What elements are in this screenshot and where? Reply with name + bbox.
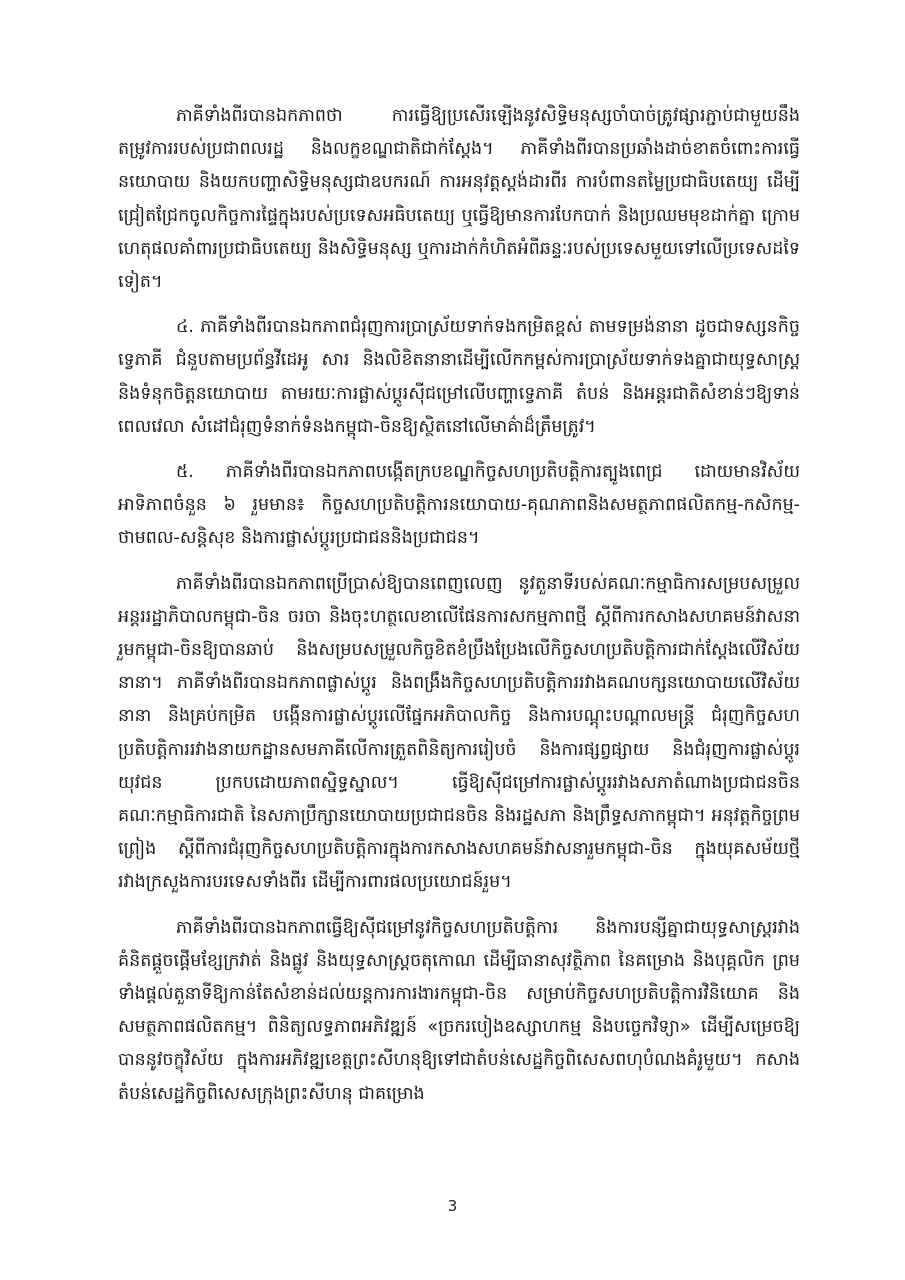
paragraph-coordination-committee: ភាគីទាំងពីរបានឯកភាពប្រើប្រាស់ឱ្យបានពេញលេញ នូវតួនាទីរបស់គណៈកម្មាធិការសម្របសម្រួលអន្តររដ្ឋាភិបាលកម្ពុជា-ចិន ចរចា និងចុះហត្ថលេខាលើផែនការសកម្មភាពថ្មី ស្តីពីការកសាងសហគមន៍វាសនារួមកម្ពុជា-ចិនឱ្យបានឆាប់ និងសម្របសម្រួលកិច្ចខិតខំប្រឹងប្រែងលើកិច្ចសហប្រតិបត្តិការជាក់ស្តែងលើវិស័យនានា។ ភាគីទាំងពីរបានឯកភាពផ្លាស់ប្តូរ និងពង្រឹងកិច្ចសហប្រតិបត្តិការរវាងគណបក្សនយោបាយលើវិស័យនានា និងគ្រប់កម្រិត បង្កើនការផ្លាស់ប្តូរលើផ្នែកអភិបាលកិច្ច និងការបណ្តុះបណ្តាលមន្ត្រី ជំរុញកិច្ចសហប្រតិបត្តិការរវាងនាយកដ្ឋានសមភាគីលើការត្រួតពិនិត្យការរៀបចំ និងការផ្សព្វផ្សាយ និងជំរុញការផ្លាស់ប្តូរយុវជន ប្រកបដោយភាពស្និទ្ធស្នាល។ ធ្វើឱ្យស៊ីជម្រៅការផ្លាស់ប្តូររវាងសភាតំណាងប្រជាជនចិន គណៈកម្មាធិការជាតិ នៃសភាប្រឹក្សានយោបាយប្រជាជនចិន និងរដ្ឋសភា និងព្រឹទ្ធសភាកម្ពុជា។ អនុវត្តកិច្ចព្រមព្រៀង ស្តីពីការជំរុញកិច្ចសហប្រតិបត្តិការក្នុងការកសាងសហគមន៍វាសនារួមកម្ពុជា-ចិន ក្នុងយុគសម័យថ្មី រវាងក្រសួងការបរទេសទាំងពីរ ដើម្បីការពារផលប្រយោជន៍រួម។ [118,573,800,893]
page-number: 3 [447,1197,458,1215]
paragraph-4-high-level-exchanges: ៤. ភាគីទាំងពីរបានឯកភាពជំរុញការប្រាស្រ័យទាក់ទងកម្រិតខ្ពស់ តាមទម្រង់នានា ដូចជាទស្សនកិច្ចទ្វេភាគី ជំនួបតាមប្រព័ន្ធវីដេអូ សារ និងលិខិតនានាដើម្បីលើកកម្ពស់ការប្រាស្រ័យទាក់ទងគ្នាជាយុទ្ធសាស្ត្រ និងទំនុកចិត្តនយោបាយ តាមរយៈការផ្លាស់ប្តូរស៊ីជម្រៅលើបញ្ហាទ្វេភាគី តំបន់ និងអន្តរជាតិសំខាន់ៗឱ្យទាន់ពេលវេលា សំដៅជំរុញទំនាក់ទំនងកម្ពុជា-ចិនឱ្យស្ថិតនៅលើមាគ៌ាដ៏ត្រឹមត្រូវ។ [118,317,800,437]
document-body [118,100,800,1123]
paragraph-belt-and-road: ភាគីទាំងពីរបានឯកភាពធ្វើឱ្យស៊ីជម្រៅនូវកិច្ចសហប្រតិបត្តិការ និងការបន្សីគ្នាជាយុទ្ធសាស្ត្ររវាងគំនិតផ្តួចផ្តើមខ្សែក្រវាត់ និងផ្លូវ និងយុទ្ធសាស្ត្រចតុកោណ ដើម្បីធានាសុវត្ថិភាព នៃគម្រោង និងបុគ្គលិក ព្រមទាំងផ្តល់តួនាទីឱ្យកាន់តែសំខាន់ដល់យន្តការការងារកម្ពុជា-ចិន សម្រាប់កិច្ចសហប្រតិបត្តិការវិនិយោគ និងសមត្ថភាពផលិតកម្ម។ ពិនិត្យលទ្ធភាពអភិវឌ្ឍន៍ «ច្រករបៀងឧស្សាហកម្ម និងបច្ចេកវិទ្យា» ដើម្បីសម្រេចឱ្យបាននូវចក្ខុវិស័យ ក្នុងការអភិវឌ្ឍខេត្តព្រះសីហនុឱ្យទៅជាតំបន់សេដ្ឋកិច្ចពិសេសពហុបំណងគំរូមួយ។ កសាងតំបន់សេដ្ឋកិច្ចពិសេសក្រុងព្រះសីហនុ ជាគម្រោង [118,917,800,1104]
paragraph-human-rights: ភាគីទាំងពីរបានឯកភាពថា ការធ្វើឱ្យប្រសើរឡើងនូវសិទ្ធិមនុស្សចាំបាច់ត្រូវផ្សារភ្ជាប់ជាមួយនឹងតម្រូវការរបស់ប្រជាពលរដ្ឋ និងលក្ខខណ្ឌជាតិជាក់ស្តែង។ ភាគីទាំងពីរបានប្រឆាំងដាច់ខាតចំពោះការធ្វើនយោបាយ និងយកបញ្ហាសិទ្ធិមនុស្សជាឧបករណ៍ ការអនុវត្តស្តង់ដារពីរ ការបំពានតម្លៃប្រជាធិបតេយ្យ ដើម្បីជ្រៀតជ្រែកចូលកិច្ចការផ្ទៃក្នុងរបស់ប្រទេសអធិបតេយ្យ ឬធ្វើឱ្យមានការបែកបាក់ និងប្រឈមមុខដាក់គ្នា ក្រោមហេតុផលគាំពារប្រជាធិបតេយ្យ និងសិទ្ធិមនុស្ស ឬការដាក់កំហិតអំពីឆន្ទៈរបស់ប្រទេសមួយទៅលើប្រទេសដទៃទៀត។ [118,106,800,293]
paragraph-5-diamond-cooperation: ៥. ភាគីទាំងពីរបានឯកភាពបង្កើតក្របខណ្ឌកិច្ចសហប្រតិបត្តិការត្បូងពេជ្រ ដោយមានវិស័យអាទិភាពចំនួន ៦ រួមមាន៖ កិច្ចសហប្រតិបត្តិការនយោបាយ-គុណភាពនិងសមត្ថភាពផលិតកម្ម-កសិកម្ម-ថាមពល-សន្តិសុខ និងការផ្លាស់ប្តូរប្រជាជននិងប្រជាជន។ [118,462,800,549]
